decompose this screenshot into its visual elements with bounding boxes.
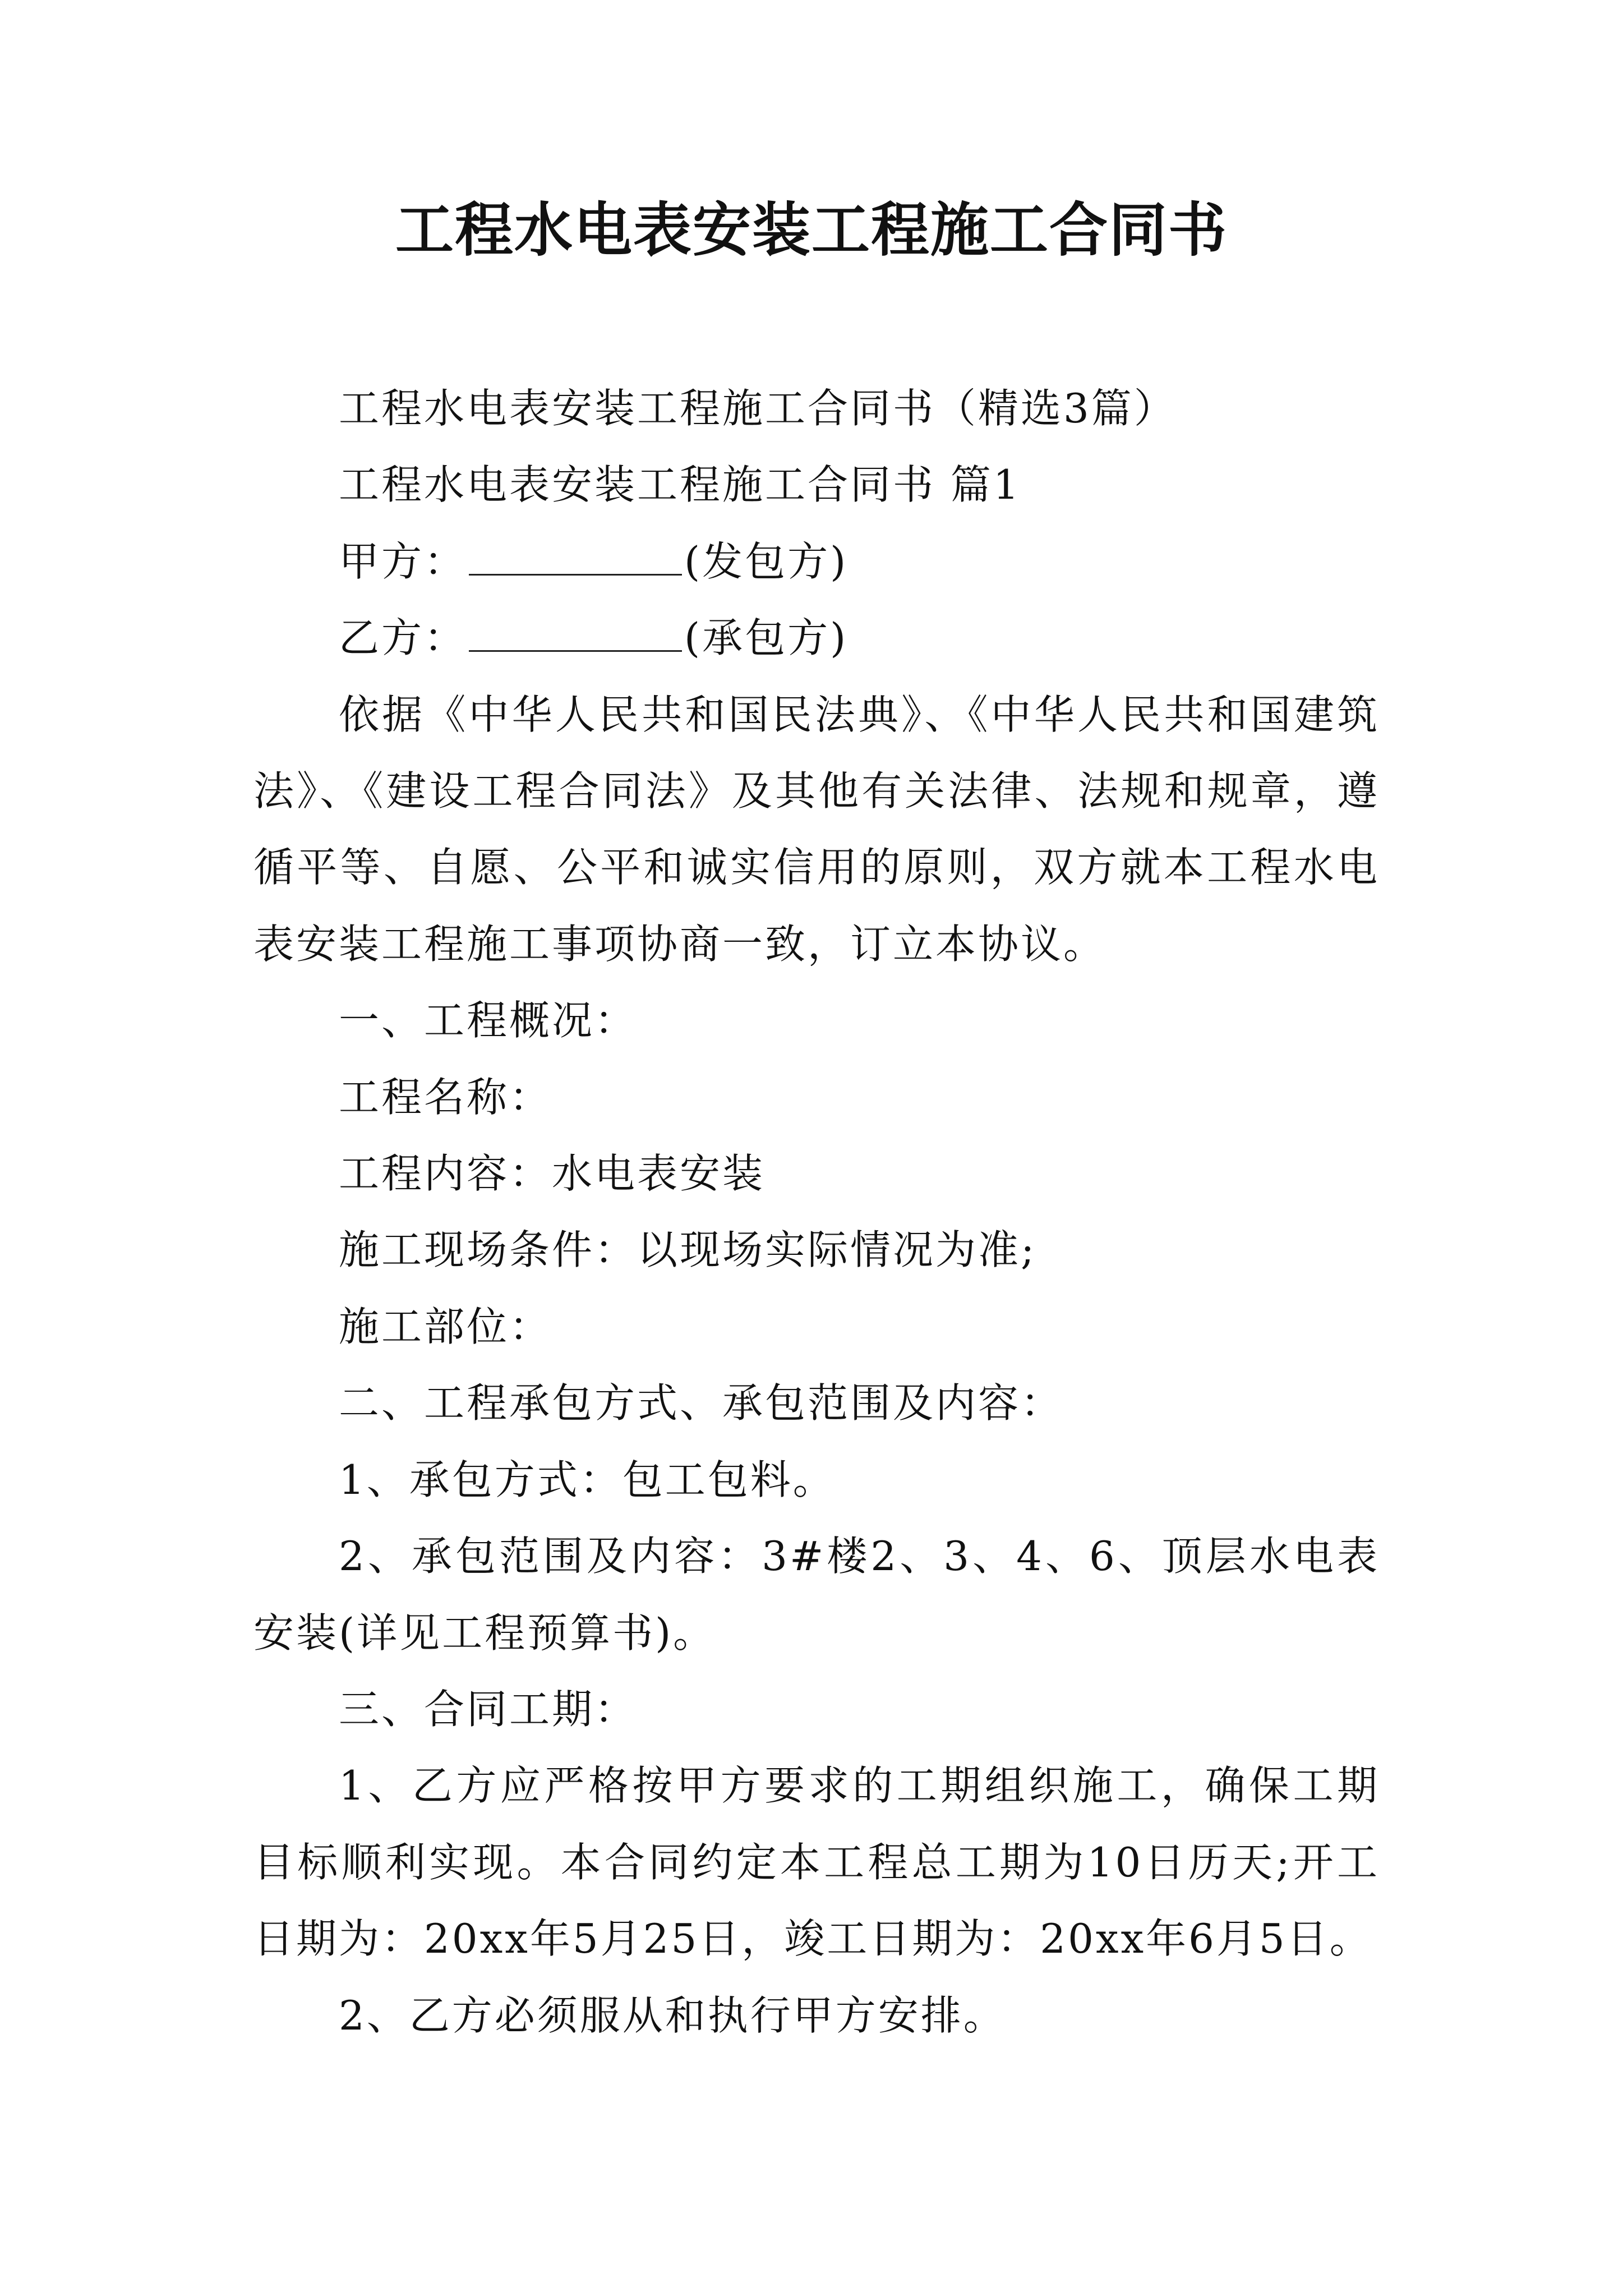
contract-scope: 2、承包范围及内容：3#楼2、3、4、6、顶层水电表安装(详见工程预算书)。 [253, 1533, 1380, 1657]
heading-contract-scope: 二、工程承包方式、承包范围及内容： [339, 1379, 1064, 1427]
party-a-role: (发包方) [684, 537, 849, 585]
document-title: 工程水电表安装工程施工合同书 [395, 195, 1228, 264]
site-conditions: 施工现场条件：以现场实际情况为准; [339, 1226, 1037, 1274]
party-b-role: (承包方) [684, 614, 849, 662]
party-b-label: 乙方： [339, 614, 467, 662]
schedule-item-2: 2、乙方必须服从和执行甲方安排。 [339, 1991, 1006, 2039]
heading-contract-schedule: 三、合同工期： [339, 1685, 638, 1733]
section-heading: 工程水电表安装工程施工合同书 篇1 [339, 461, 1021, 509]
schedule-item-1: 1、乙方应严格按甲方要求的工期组织施工，确保工期目标顺利实现。本合同约定本工程总工期为10日历天;开工日期为：20xx年5月25日，竣工日期为：20xx年6月5日。 [253, 1762, 1380, 1963]
party-b-blank [469, 610, 682, 652]
project-content: 工程内容：水电表安装 [339, 1150, 766, 1198]
site-location: 施工部位： [339, 1303, 552, 1350]
project-name: 工程名称： [339, 1073, 552, 1121]
document-body [253, 370, 1380, 2054]
party-a-blank [469, 533, 682, 576]
party-a-label: 甲方： [339, 537, 467, 585]
heading-project-overview: 一、工程概况： [339, 997, 638, 1045]
document-subtitle: 工程水电表安装工程施工合同书（精选3篇） [339, 385, 1177, 432]
contract-mode: 1、承包方式：包工包料。 [339, 1456, 836, 1503]
party-a-line [253, 523, 1380, 600]
basis-paragraph: 依据《中华人民共和国民法典》、《中华人民共和国建筑法》、《建设工程合同法》及其他有关法律、法规和规章，遵循平等、自愿、公平和诚实信用的原则，双方就本工程水电表安装工程施工事项协商一致，订立本协议。 [253, 691, 1380, 968]
party-b-line [253, 600, 1380, 676]
